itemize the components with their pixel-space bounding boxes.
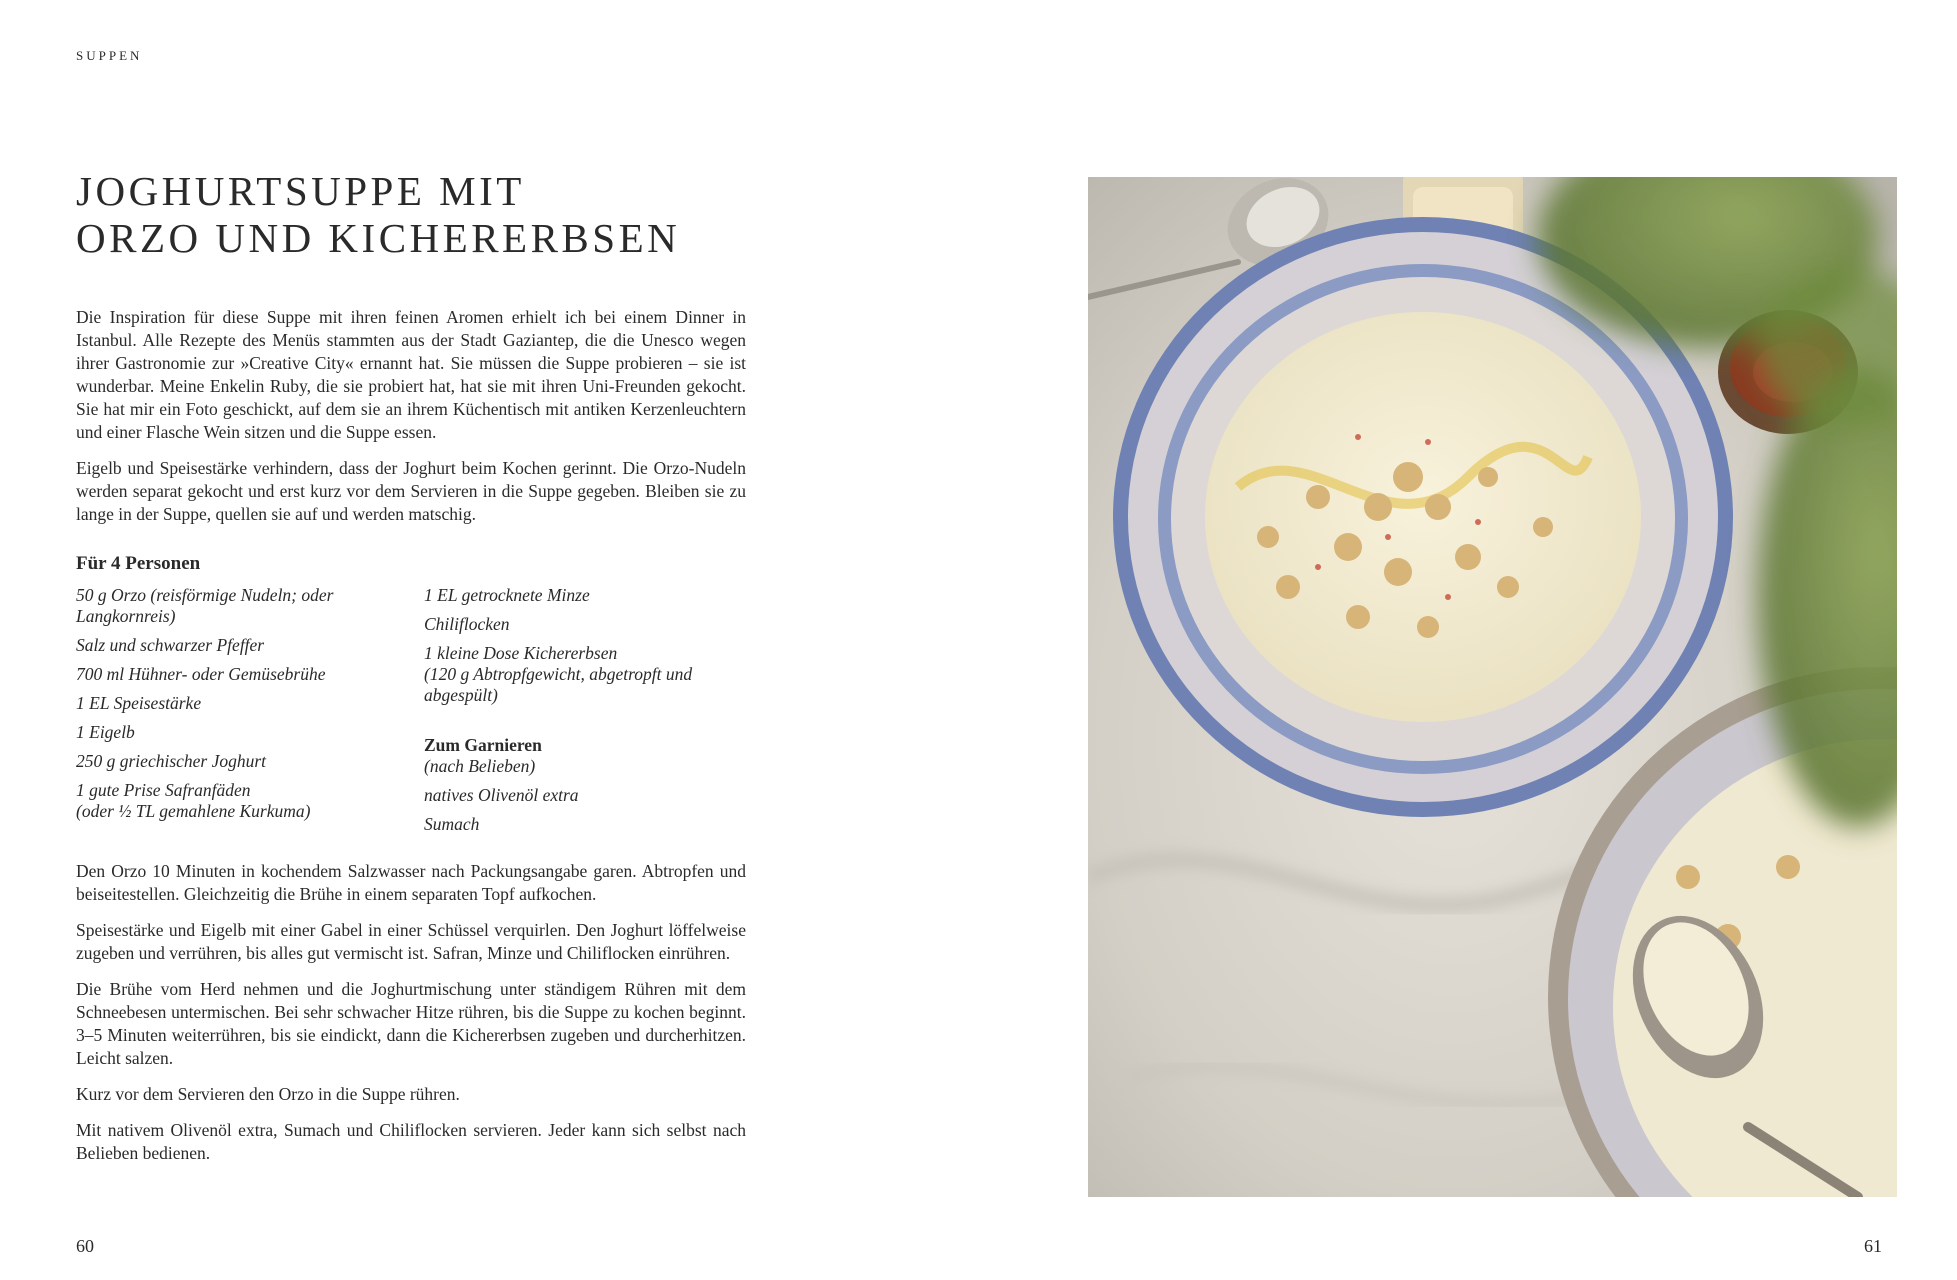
- recipe-title: [76, 168, 776, 262]
- garnish-title: Zum Garnieren: [424, 735, 542, 755]
- method-steps: [76, 860, 746, 1178]
- method-step: Die Brühe vom Herd nehmen und die Joghurtmischung unter ständigem Rühren mit dem Schneebesen untermischen. Bei sehr schwacher Hitze rühren, bis die Suppe zu kochen beginnt. 3–5 Minuten weiterrühren, bis sie eindickt, dann die Kichererbsen zugeben und durcherhitzen. Leicht salzen.: [76, 979, 746, 1068]
- soup-photo: [1088, 177, 1897, 1197]
- garnish-note: (nach Belieben): [424, 756, 536, 776]
- page-number-left: 60: [76, 1236, 94, 1256]
- intro-paragraph: Eigelb und Speisestärke verhindern, dass der Joghurt beim Kochen gerinnt. Die Orzo-Nudeln werden separat gekocht und erst kurz vor dem Servieren in die Suppe gegeben. Bleiben sie zu lange in der Suppe, quellen sie auf und werden matschig.: [76, 458, 746, 524]
- method-step: Speisestärke und Eigelb mit einer Gabel in einer Schüssel verquirlen. Den Joghurt löffelweise zugeben und verrühren, bis alles gut vermischt ist. Safran, Minze und Chiliflocken einrühren.: [76, 920, 746, 963]
- recipe-intro: [76, 306, 746, 539]
- ingredient-item: 1 kleine Dose Kichererbsen (120 g Abtropfgewicht, abgetropft und abgespült): [424, 643, 693, 705]
- ingredients-right-column: [424, 585, 754, 843]
- ingredients-left-column: [76, 585, 406, 830]
- method-step: Mit nativem Olivenöl extra, Sumach und Chiliflocken servieren. Jeder kann sich selbst nach Belieben bedienen.: [76, 1120, 746, 1163]
- ingredient-item: 1 EL getrocknete Minze: [424, 585, 590, 605]
- intro-paragraph: Die Inspiration für diese Suppe mit ihren feinen Aromen erhielt ich bei einem Dinner in Istanbul. Alle Rezepte des Menüs stammten aus der Stadt Gaziantep, die die Unesco wegen ihrer Gastronomie zur »Creative City« ernannt hat. Sie müssen die Suppe probieren – sie ist wunderbar. Meine Enkelin Ruby, die sie probiert hat, hat sie mit ihren Uni-Freunden gekocht. Sie hat mir ein Foto geschickt, auf dem sie an ihrem Küchentisch mit antiken Kerzenleuchtern und einer Flasche Wein sitzen und die Suppe essen.: [76, 307, 746, 442]
- garnish-heading: [424, 714, 754, 777]
- recipe-title-line-1: JOGHURTSUPPE MIT: [76, 168, 525, 214]
- ingredient-item: 1 gute Prise Safranfäden (oder ½ TL gemahlene Kurkuma): [76, 780, 311, 821]
- ingredient-item: 250 g griechischer Joghurt: [76, 751, 267, 771]
- ingredient-item: 1 Eigelb: [76, 722, 135, 742]
- ingredient-item: 700 ml Hühner- oder Gemüsebrühe: [76, 664, 326, 684]
- ingredient-item: Chiliflocken: [424, 614, 510, 634]
- ingredient-item: 50 g Orzo (reisförmige Nudeln; oder Langkornreis): [76, 585, 334, 626]
- ingredient-item: 1 EL Speisestärke: [76, 693, 202, 713]
- ingredient-item: Salz und schwarzer Pfeffer: [76, 635, 265, 655]
- method-step: Den Orzo 10 Minuten in kochendem Salzwasser nach Packungsangabe garen. Abtropfen und beiseitestellen. Gleichzeitig die Brühe in einem separaten Topf aufkochen.: [76, 861, 746, 904]
- soup-photo-illustration: [1088, 177, 1897, 1197]
- recipe-title-line-2: ORZO UND KICHERERBSEN: [76, 215, 681, 261]
- page-number-right: 61: [1864, 1236, 1882, 1256]
- method-step: Kurz vor dem Servieren den Orzo in die Suppe rühren.: [76, 1084, 460, 1104]
- portions-heading: Für 4 Personen: [76, 553, 201, 574]
- garnish-item: Sumach: [424, 814, 480, 834]
- garnish-item: natives Olivenöl extra: [424, 785, 579, 805]
- section-label: SUPPEN: [76, 48, 143, 63]
